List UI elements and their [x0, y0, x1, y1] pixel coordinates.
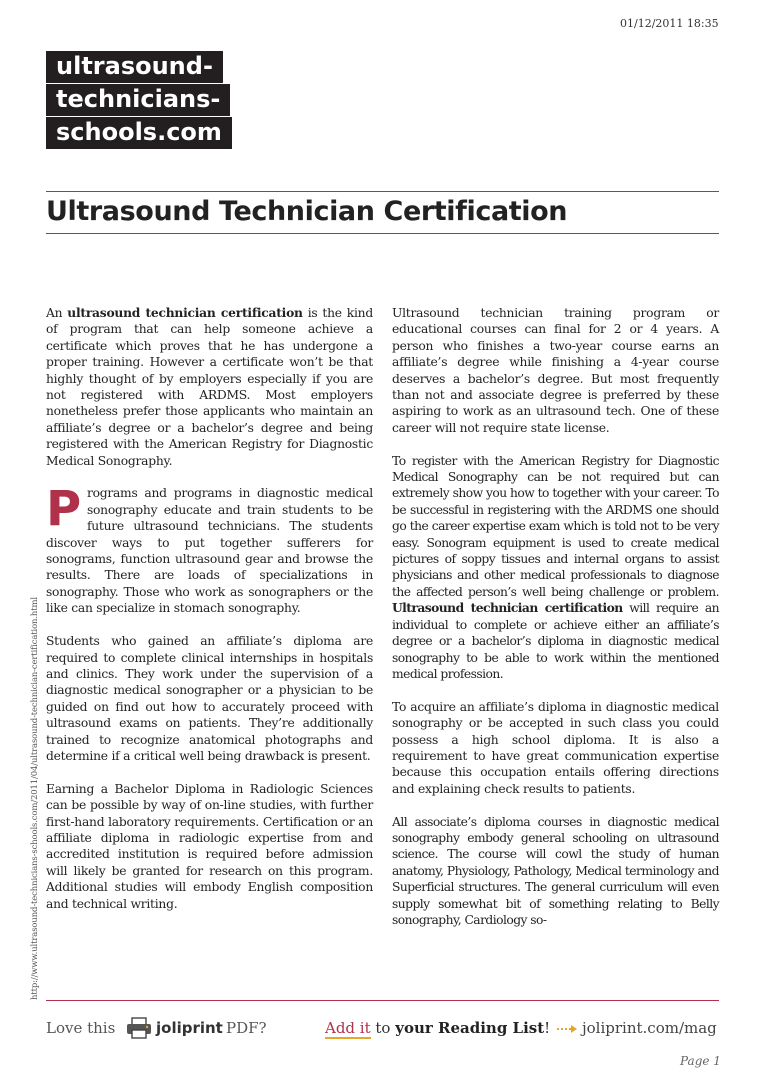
- mag-link[interactable]: [556, 1019, 717, 1037]
- paragraph: Ultrasound technician training program or educational courses can final for 2 or 4 years. A person who finishes a two-year course earns an affiliate’s degree while finishing a 4-year course deserves a bachelor’s degree. But most frequently than not and associate degree is preferred by these aspiring to work as an ultrasound tech. One of these career will not require state license.: [392, 306, 719, 435]
- footer: [46, 1019, 719, 1043]
- title-rule-top: [46, 191, 719, 192]
- keyword-bold: ultrasound technician certification: [67, 305, 303, 320]
- pdf-question: PDF?: [226, 1019, 267, 1037]
- paragraph: Students who gained an affiliate’s diploma are required to complete clinical internships in hospitals and clinics. They work under the supervision of a diagnostic medical sonographer or a physician to be guided on find out how to accurately proceed with ultrasound exams on patients. They’re additionally trained to recognize anatomical photographs and determine if a critical well being drawback is present.: [46, 634, 373, 763]
- footer-rule: [46, 1000, 719, 1001]
- paragraph: To register with the American Registry for Diagnostic Medical Sonography can be not required but can extremely show you how to together with your career. To be successful in registering with the ARDMS one should go the career expertise exam which is told not to be very easy. Sonogram equipment is used to create medical pictures of soppy tissues and internal organs to assist physicians and other medical professionals to diagnose the affected person’s well being challenge or problem. Ultrasound technician certification will require an individual to complete or achieve either an affiliate’s degree or a bachelor’s diploma in diagnostic medical sonography to be able to work within the mentioned medical profession.: [392, 453, 719, 681]
- site-title: [46, 50, 386, 149]
- dotted-arrow-icon: [556, 1024, 578, 1034]
- love-this-text: Love this: [46, 1019, 116, 1037]
- print-date: 01/12/2011 18:35: [620, 17, 719, 30]
- article-title: Ultrasound Technician Certification: [46, 196, 568, 227]
- paragraph: An ultrasound technician certification is the kind of program that can help someone achieve a certificate which proves that he has undergone a proper training. However a certificate won’t be that highly thought of by employers especially if you are not registered with ARDMS. Most employers nonetheless prefer those applicants who maintain an affiliate’s degree or a bachelor’s degree and being registered with the American Registry for Diagnostic Medical Sonography.: [46, 305, 373, 468]
- mag-url[interactable]: joliprint.com/mag: [582, 1019, 717, 1037]
- source-url: http://www.ultrasound-technicians-schools.com/2011/04/ultrasound-technician-certification.html: [30, 597, 40, 1000]
- site-title-line2: schools.com: [46, 117, 232, 149]
- printer-icon: [126, 1017, 152, 1039]
- logo-text: joliprint: [156, 1019, 223, 1037]
- page-number: Page 1: [680, 1054, 721, 1068]
- add-it-link[interactable]: Add it: [325, 1019, 371, 1037]
- keyword-bold: Ultrasound technician certification: [392, 600, 623, 616]
- drop-cap: P: [46, 481, 81, 538]
- paragraph: To acquire an affiliate’s diploma in diagnostic medical sonography or be accepted in such class you could possess a high school diploma. It is also a requirement to have great communication expertise because this occupation entails offering directions and explaining check results to patients.: [392, 699, 719, 796]
- reading-list-label: your Reading List: [395, 1019, 545, 1037]
- paragraph-dropcap: Programs and programs in diagnostic medical sonography educate and train students to be future ultrasound technicians. The students discover ways to put together sufferers for sonograms, function ultrasound gear and browse the results. There are loads of specializations in sonography. Those who work as sonographers or the like can specialize in stomach sonography.: [46, 481, 373, 616]
- paragraph: Earning a Bachelor Diploma in Radiologic Sciences can be possible by way of on-line studies, with further first-hand laboratory requirements. Certification or an affiliate diploma in radiologic expertise from and accredited institution is required before admission will likely be granted for research on this program. Additional studies will embody English composition and technical writing.: [46, 781, 373, 911]
- paragraph: All associate’s diploma courses in diagnostic medical sonography embody general schooling on ultrasound science. The course will cowl the study of human anatomy, Physiology, Pathology, Medical terminology and Superficial structures. The general curriculum will even supply somewhat bit of something relating to Belly sonography, Cardiology so-: [392, 814, 719, 927]
- right-column: [392, 305, 719, 945]
- reading-list-link[interactable]: Add it to your Reading List!: [325, 1019, 551, 1037]
- left-column: [46, 305, 373, 928]
- site-title-line1: ultrasound-technicians-: [46, 51, 230, 116]
- title-rule-bottom: [46, 233, 719, 234]
